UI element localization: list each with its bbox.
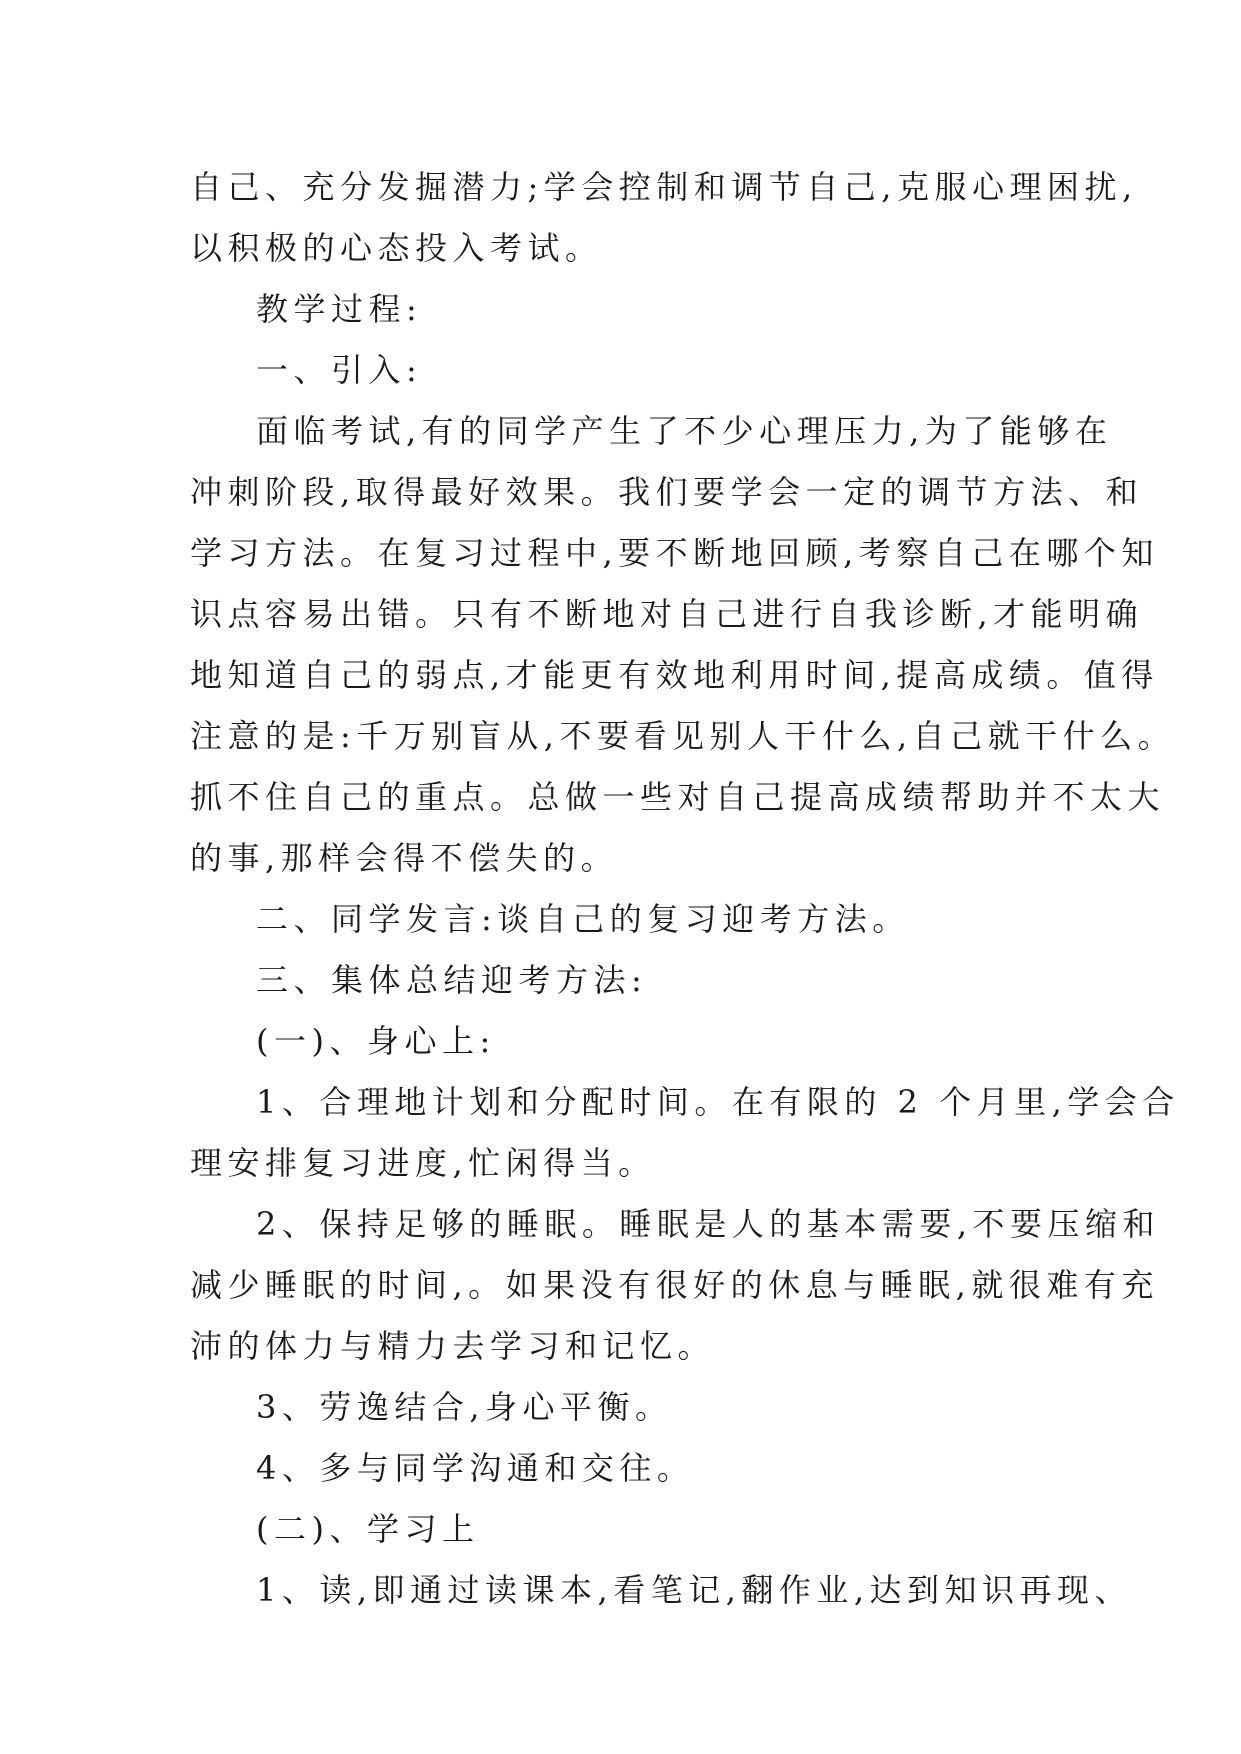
section-heading: 二、同学发言:谈自己的复习迎考方法。 — [256, 900, 910, 938]
list-item: 4、多与同学沟通和交往。 — [256, 1449, 695, 1487]
text-line: 识点容易出错。只有不断地对自己进行自我诊断,才能明确 — [190, 595, 1144, 633]
text-line: 自己、充分发掘潜力;学会控制和调节自己,克服心理困扰, — [190, 168, 1138, 206]
text-line: 抓不住自己的重点。总做一些对自己提高成绩帮助并不太大 — [190, 778, 1166, 816]
list-item: 1、读,即通过读课本,看笔记,翻作业,达到知识再现、 — [256, 1571, 1133, 1609]
subsection-heading: (一)、身心上: — [256, 1022, 496, 1060]
text-line: 学习方法。在复习过程中,要不断地回顾,考察自己在哪个知 — [190, 534, 1159, 572]
text-line: 的事,那样会得不偿失的。 — [190, 839, 619, 877]
text-line: 沛的体力与精力去学习和记忆。 — [190, 1327, 716, 1365]
section-heading: 教学过程: — [256, 290, 423, 328]
section-heading: 一、引入: — [256, 351, 423, 389]
text-line: 减少睡眠的时间,。如果没有很好的休息与睡眠,就很难有充 — [190, 1266, 1159, 1304]
list-item: 2、保持足够的睡眠。睡眠是人的基本需要,不要压缩和 — [256, 1205, 1161, 1243]
text-line: 面临考试,有的同学产生了不少心理压力,为了能够在 — [256, 412, 1113, 450]
list-item: 1、合理地计划和分配时间。在有限的 2 个月里,学会合 — [256, 1083, 1180, 1121]
subsection-heading: (二)、学习上 — [256, 1510, 480, 1548]
text-line: 注意的是:千万别盲从,不要看见别人干什么,自己就干什么。 — [190, 717, 1176, 755]
text-line: 以积极的心态投入考试。 — [190, 229, 603, 267]
text-line: 地知道自己的弱点,才能更有效地利用时间,提高成绩。值得 — [190, 656, 1159, 694]
section-heading: 三、集体总结迎考方法: — [256, 961, 648, 999]
text-line: 理安排复习进度,忙闲得当。 — [190, 1144, 656, 1182]
list-item: 3、劳逸结合,身心平衡。 — [256, 1388, 673, 1426]
text-line: 冲刺阶段,取得最好效果。我们要学会一定的调节方法、和 — [190, 473, 1144, 511]
